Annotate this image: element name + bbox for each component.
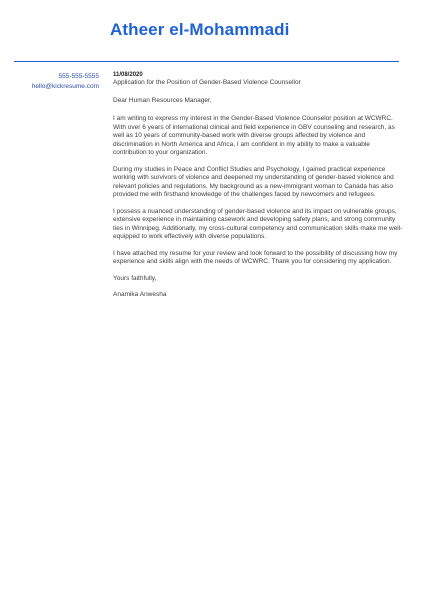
- header-divider: [14, 61, 399, 62]
- email-address: hello@kickresume.com: [31, 82, 99, 90]
- letter-date: 11/08/2020: [113, 72, 143, 78]
- letter-greeting: Dear Human Resources Manager,: [113, 96, 212, 104]
- letter-closing: Yours faithfully,: [113, 274, 157, 282]
- letter-paragraph: I am writing to express my interest in the Gender-Based Violence Counselor position at WCWRC. With over 6 years of international clinical and field experience in GBV counseling and research, as well as 10 years of community-based work with diverse groups affected by violence and discrimination in North America and Africa, I am confident in my ability to make a valuable contribution to your organization.: [113, 115, 395, 156]
- letter-signature: Anamika Anwesha: [113, 291, 167, 298]
- letter-paragraph: I possess a nuanced understanding of gender-based violence and its impact on vulnerable groups, extensive experience in maintaining casework and developing safety plans, and strong community ties in Winnipeg. Additionally, my cross-cultural competency and communication skills make me well-equipped to work effectively with diverse populations.: [113, 207, 403, 240]
- applicant-name: Atheer el-Mohammadi: [110, 20, 290, 39]
- letter-paragraph: During my studies in Peace and Conflict Studies and Psychology, I gained practical experience working with survivors of violence and deepened my understanding of gender-based violence and relevant policies and regulations. My background as a new-immigrant woman to Canada has also provided me with firsthand knowledge of the challenges faced by newcomers and refugees.: [113, 165, 394, 198]
- phone-number: 555-555-5555: [58, 73, 99, 80]
- letter-subject: Application for the Position of Gender-Based Violence Counsellor: [113, 79, 301, 86]
- letter-paragraph: I have attached my resume for your review and look forward to the possibility of discussing how my experience and skills align with the needs of WCWRC. Thank you for considering my application.: [113, 249, 398, 265]
- letter-body: [113, 71, 403, 300]
- contact-block: [32, 72, 99, 91]
